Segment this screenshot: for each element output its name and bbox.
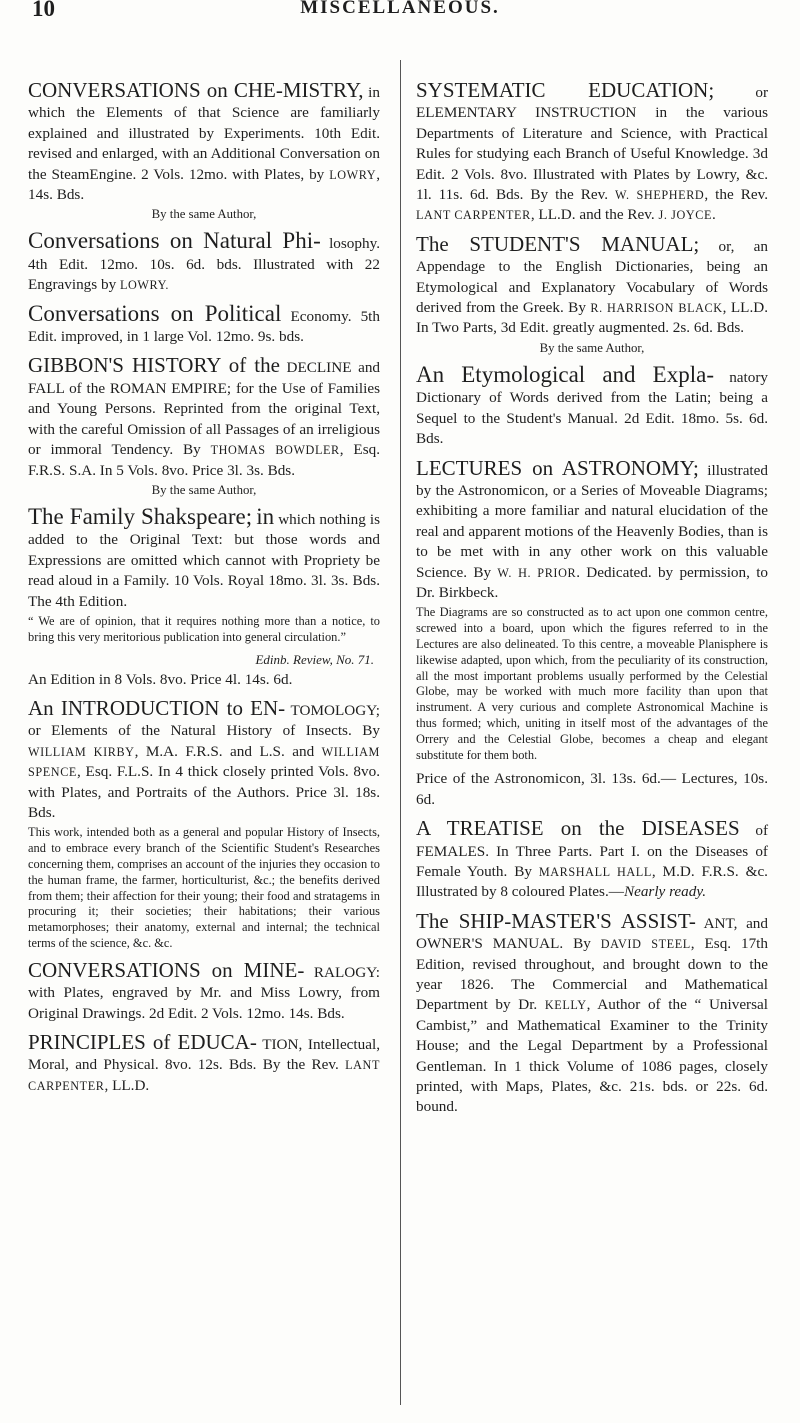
byline: By the same Author, xyxy=(539,340,645,355)
advert-students-manual xyxy=(416,231,769,357)
entry-tail: , LL.D. In Two Parts, 3d Edit. greatly augmented. 2s. 6d. Bds. xyxy=(416,299,769,337)
entry-body: , M.A. F.R.S. and L.S. and xyxy=(134,742,315,760)
advert-family-shakspeare xyxy=(28,503,381,690)
entry-body: which nothing is added to the Original Text: but those words and Expressions are omitted which cannot with Propriety be read aloud in a Family. 10 Vols. Royal 18mo. 3l. 3s. Bds. The 4th Edition. xyxy=(28,510,381,610)
entry-tail: , LL.D. xyxy=(104,1076,150,1094)
entry-body: or, an Appendage to the English Dictionaries, being an Etymological and Explanatory Vocabulary of Words derived from the Greek. By xyxy=(416,237,768,317)
entry-author: LANT CARPENTER xyxy=(416,208,531,223)
entry-title: The STUDENT'S MANUAL; xyxy=(416,231,700,256)
entry-note: The Diagrams are so constructed as to act upon one common centre, screwed into a board, upon which the figures referred to in the Lectures are also delineated. To this centre, a moveable Planisphere is likewise adapted, upon which, from the peculiarity of its construction, all the most important problems usually performed by the Celestial Globe, may be worked with much more facility than upon that instrument. A very curious and complete Astronomical Machine is thus formed; which, uniting in itself most of the advantages of the Orrery and the Celestial Globe, becomes a cheap and elegant substitute for them both. xyxy=(416,605,768,762)
advert-lectures-astronomy xyxy=(416,455,769,811)
entry-body: natory Dictionary of Words derived from the Latin; being a Sequel to the Student's Manual. 2d Edit. 18mo. 5s. 6d. Bds. xyxy=(416,368,769,448)
advert-ship-masters-assistant xyxy=(416,908,768,1118)
entry-title: SYSTEMATIC EDUCATION; xyxy=(416,78,715,102)
left-column xyxy=(28,80,380,1104)
entry-title: GIBBON'S HISTORY of the xyxy=(28,353,280,378)
entry-author: LOWRY. xyxy=(119,278,170,293)
review-quote: “ We are of opinion, that it requires nothing more than a notice, to bring this very meritorious publication into general circulation.” xyxy=(28,613,380,644)
entry-status: Nearly ready. xyxy=(623,883,707,901)
advert-principles-education xyxy=(28,1029,380,1096)
advert-systematic-education xyxy=(416,80,768,226)
entry-body: or ELEMENTARY INSTRUCTION in the various Departments of Literature and Science, with Practical Rules for studying each Branch of Useful Knowledge. 3d Edit. 2 Vols. 8vo. Illustrated with Plates by Lowry, &c. 1l. 11s. 6d. Bds. By the Rev. xyxy=(416,84,768,204)
advert-conversations-mineralogy xyxy=(28,957,380,1024)
entry-body: , Esq. F.L.S. In 4 thick closely printed Vols. 8vo. with Plates, and Portraits of the Authors. Price 3l. 18s. Bds. xyxy=(28,763,380,821)
byline: By the same Author, xyxy=(151,482,257,497)
entry-body: TOMOLOGY; or Elements of the Natural History of Insects. By xyxy=(28,701,380,740)
entry-author: LOWRY xyxy=(329,167,377,182)
advert-etymological-dictionary xyxy=(416,361,769,450)
entry-title-tail: in xyxy=(256,503,275,529)
entry-title: An INTRODUCTION to EN- xyxy=(28,695,286,720)
entry-title: CONVERSATIONS on CHE-MISTRY, xyxy=(28,78,364,102)
entry-author: THOMAS BOWDLER xyxy=(210,443,340,458)
entry-body: ANT, and OWNER'S MANUAL. By xyxy=(416,914,768,953)
entry-author: MARSHALL HALL xyxy=(538,864,652,879)
entry-title: Conversations on Political xyxy=(28,300,282,326)
advert-conversations-natural-philosophy xyxy=(28,228,380,295)
entry-body: Economy. 5th Edit. improved, in 1 large Vol. 12mo. 9s. bds. xyxy=(28,307,380,346)
entry-author: KELLY xyxy=(544,998,587,1013)
entry-body: of FEMALES. In Three Parts. Part I. on the Diseases of Female Youth. By xyxy=(416,822,768,880)
entry-price: Price of the Astronomicon, 3l. 13s. 6d.— Lectures, 10s. 6d. xyxy=(416,770,768,808)
entry-author: R. HARRISON BLACK xyxy=(590,301,723,316)
entry-author: DAVID STEEL xyxy=(600,937,691,952)
entry-body: , LL.D. and the Rev. xyxy=(530,206,655,224)
entry-tail: , Esq. F.R.S. S.A. In 5 Vols. 8vo. Price 3l. 3s. Bds. xyxy=(28,441,380,479)
page-number: 10 xyxy=(32,0,55,21)
entry-title: LECTURES on ASTRONOMY; xyxy=(416,455,699,480)
entry-author: J. JOYCE xyxy=(658,208,713,223)
entry-author: W. SHEPHERD xyxy=(615,188,705,203)
entry-body: TION, Intellectual, Moral, and Physical. 8vo. 12s. Bds. By the Rev. xyxy=(28,1035,380,1074)
entry-title: The Family Shakspeare; xyxy=(28,503,253,529)
advert-treatise-diseases xyxy=(416,818,768,903)
entry-title: Conversations on Natural Phi- xyxy=(28,228,321,254)
running-head: MISCELLANEOUS. xyxy=(300,0,500,18)
entry-title: The SHIP-MASTER'S ASSIST- xyxy=(416,908,696,933)
entry-body: in which the Elements of that Science are familiarly explained and illustrated by Experiments. 10th Edit. revised and enlarged, with an Additional Conversation on the SteamEngine. 2 Vols. 12mo. with Plates, by xyxy=(28,84,380,183)
byline: By the same Author, xyxy=(151,207,257,222)
entry-title: CONVERSATIONS on MINE- xyxy=(28,957,305,982)
entry-author: LANT CARPENTER xyxy=(28,1058,380,1093)
column-divider xyxy=(400,60,401,1405)
entry-note: This work, intended both as a general and popular History of Insects, and to embrace every branch of the Scientific Student's Researches concerning them, comprises an account of the injuries they occasion to the human frame, the farmer, horticulturist, &c.; the benefits derived from them; their affection for their young; their food and stratagems in procuring it; their societies; their habitations; their various metamorphoses; their anatomy, external and internal; the technical terms of the science, &c. &c. xyxy=(28,825,380,950)
entry-body: DECLINE and FALL of the ROMAN EMPIRE; for the Use of Families and Young Persons. Reprinted from the original Text, with the careful Omission of all Passages of an irreligious or immoral Tendency. By xyxy=(28,359,381,459)
entry-tail: An Edition in 8 Vols. 8vo. Price 4l. 14s. 6d. xyxy=(28,670,293,688)
advert-conversations-chemistry xyxy=(28,80,380,223)
entry-body: , the Rev. xyxy=(704,186,768,204)
entry-author: W. H. PRIOR xyxy=(497,565,577,580)
advert-introduction-entomology xyxy=(28,695,380,952)
entry-author: WILLIAM KIRBY xyxy=(28,744,135,759)
entry-body: illustrated by the Astronomicon, or a Series of Moveable Diagrams; exhibiting a more familiar and natural elucidation of the real and apparent motions of the Heavenly Bodies, than is to be met with in any other work on this valuable Science. By xyxy=(416,461,768,581)
entry-title: A TREATISE on the DISEASES xyxy=(416,816,740,841)
right-column xyxy=(416,80,768,1126)
entry-tail: . xyxy=(712,206,716,224)
entry-body: , Esq. 17th Edition, revised throughout, and brought down to the year 1826. The Commercial and Mathematical Department by Dr. xyxy=(416,935,768,1014)
review-citation: Edinb. Review, No. 71. xyxy=(255,651,374,667)
entry-body: losophy. 4th Edit. 12mo. 10s. 6d. bds. Illustrated with 22 Engravings by xyxy=(28,235,380,294)
entry-body: , M.D. F.R.S. &c. Illustrated by 8 coloured Plates.— xyxy=(416,862,768,901)
entry-tail: , Author of the “ Universal Cambist,” and Mathematical Examiner to the Trinity House; and the Legal Department by a Professional Gentleman. In 1 thick Volume of 1086 pages, closely printed, with Maps, Plates, &c. 21s. bds. or 22s. 6d. bound. xyxy=(416,996,768,1116)
advert-conversations-political-economy xyxy=(28,300,380,348)
entry-tail: . Dedicated. by permission, to Dr. Birkbeck. xyxy=(416,563,769,601)
entry-title: An Etymological and Expla- xyxy=(416,361,714,387)
entry-price: , 14s. Bds. xyxy=(28,165,380,204)
entry-body: RALOGY: with Plates, engraved by Mr. and Miss Lowry, from Original Drawings. 2d Edit. 2 Vols. 12mo. 14s. Bds. xyxy=(28,963,380,1022)
entry-author: WILLIAM SPENCE xyxy=(28,744,380,780)
entry-title: PRINCIPLES of EDUCA- xyxy=(28,1029,257,1054)
advert-gibbons-history xyxy=(28,355,380,498)
